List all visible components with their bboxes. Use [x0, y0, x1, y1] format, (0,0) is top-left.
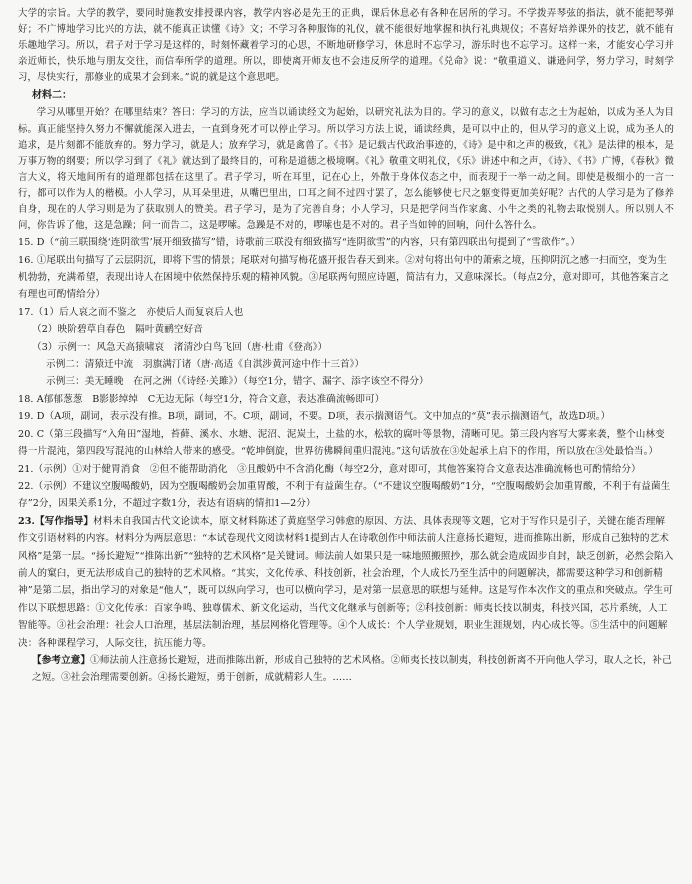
answer-q17-line5: 示例三：美无睡晚 在河之洲（《诗经·关雎》）（每空1分，错字、漏字、添字该空不得分）: [46, 376, 429, 388]
answer-q16: 16. ①尾联出句描写了云层阴沉，即将下雪的情景；尾联对句描写梅花盛开报告春天到来。②对句将出句中的萧索之境，压抑阴沉之感一扫而空，变为生机勃勃，充满希望，表现出诗人在困境中依然保持乐观的精神风貌。③尾联两句照应诗题，简洁有力，又意味深长。（每点2分，意对即可，其他答案言之有理也可酌情给分）: [18, 254, 669, 301]
answer-q17-line2: （2）映阶碧草自春色 隔叶黄鹂空好音: [32, 324, 203, 336]
material2-heading: 材料二：: [32, 90, 72, 102]
answer-q17-line1: 17.（1）后人哀之而不鉴之 亦使后人而复哀后人也: [18, 306, 244, 318]
answer-q24: [18, 652, 674, 687]
answer-q23: [18, 513, 674, 652]
answer-q18: 18. A郁郁葱葱 B影影绰绰 C无边无际（每空1分，符合文意，表达准确流畅即可）: [18, 393, 385, 405]
q23-body: 材料未自我国古代文论读本，原文材料陈述了黄庭坚学习韩愈的原因、方法、具体表现等文题，它对于写作只是引子，关键在能否理解作文引语材料的内容。材料分为两层意思：“本试卷现代文阅读材料1提到古人在诗歌创作中师法前人注意扬长避短，进而推陈出新，形成自己独特的艺术风格”是第一层。“扬长避短”“推陈出新”“独特的艺术风格”是关键词。师法前人如果只是一味地照搬照抄，那么就会造成固步自封，缺乏创新，必然会陷入前人的窠臼，更无法形成自己的独特的艺术风格。“其实，文化传承、科技创新，社会治理，个人成长乃至生活中的问题解决，都需要这种学习和创新精神”是第二层，指出学习的对象是“他人”，既可以纵向学习，也可以横向学习，是对第一层意思的联想与延伸。这是写作本次作文的重点和突破点。学生可作以下联想思路：①文化传承：百家争鸣、独尊儒术、新文化运动，当代文化继承与创新等；②科技创新：师夷长技以制夷，科技兴国，芯片系统，人工智能等。③社会治理：社会人口治理，基层法制治理，基层网格化管理等。④个人成长：个人学业规划，职业生涯规划，内心成长等。⑤生活中的问题解决：各种课程学习，人际交往，抗压能力等。: [18, 515, 674, 649]
material2-text: 学习从哪里开始？在哪里结束？答曰：学习的方法，应当以诵读经文为起始，以研究礼法为目的。学习的意义，以做有志之士为起始，以成为圣人为目标。真正能坚持久努力不懈就能深入进去，一直到身死才可以停止学习。所以学习方法上说，诵读经典，是可以中止的，但从学习的意义上说，成为圣人的追求，是片刻都不能放弃的。努力学习，就是人；放弃学习，就是禽兽了。《书》是记载古代政治事迹的，《诗》是中和之声的极致，《礼》是法律的根本，是万事万物的纲要；所以学习到了《礼》就达到了最终目的，可称是道德之极境啊。《礼》敬重文明礼仪，《乐》讲述中和之声，《诗》、《书》广博，《春秋》微言大义，将天地间所有的道理都包括在这里了。君子学习，听在耳里，记在心上，外散于身体仪态之中，而表现于一举一动之间。即使是极细小的一言一行，都可以作为人的楷模。小人学习，从耳朵里进，从嘴巴里出，口耳之间不过四寸罢了，怎么能够使七尺之躯变得更加美好呢？古代的人学习是为了修养自身，现在的人学习则是为了获取别人的赞美。君子学习，是为了完善自身；小人学习，只是把学问当作家禽、小牛之类的礼物去取悦别人。所以别人不问，你告诉了他，这是急躁；问一而告二，这是啰嗦。急躁是不对的，啰嗦也是不对的。君子当如钟的回响，问什么答什么。: [18, 107, 674, 232]
q24-label: 【参考立意】: [32, 654, 91, 666]
answer-q19: 19. D（A项，副词，表示没有推。B项，副词，不。C项，副词，不要。D项，表示揣测语气。文中加点的“莫”表示揣测语气，故选D项。）: [18, 411, 611, 423]
q23-label: 23.【写作指导】: [18, 515, 94, 527]
passage-intro: 大学的宗旨。大学的教学，要同时施教安排授课内容，教学内容必是先王的正典，课后休息必有各种在居所的学习。不学拨弄琴弦的指法，就不能把琴弹好；不广博地学习比兴的方法，就不能真正读懂《诗》文；不学习各种服饰的礼仪，就不能很好地掌握和执行礼典规仪；不喜好培养课外的技艺，就不能有乐趣地学习。所以，君子对于学习是这样的，时刻怀藏着学习的心思，不断地研修学习，休息时不忘学习，游乐时也不忘学习。这样一来，才能安心学习并亲近师长，快乐地与朋友交往，而信奉所学的道理。所以，即使离开师友也不会违反所学的道理。《兑命》说：“敬重道义、谦逊问学，努力学习，时刻学习，尽快实行，那修业的成果才会到来。”说的就是这个意思吧。: [18, 8, 674, 84]
answer-q17-line3: （3）示例一：风急天高猿啸哀 渚清沙白鸟飞回（唐·杜甫《登高》）: [32, 341, 328, 353]
answer-q22: 22.（示例）不建议空腹喝酸奶，因为空腹喝酸奶会加重胃酸，不利于有益菌生存。（“不建议空腹喝酸奶”1分，“空腹喝酸奶会加重胃酸，不利于有益菌生存”2分，因果关系1分，不超过字数1分，表达有语病的情扣1—2分）: [18, 480, 671, 510]
answer-q15: 15. D（“前三联围绕‘连阴欲雪’展开细致描写”错，诗歌前三联没有细致描写“连阴欲雪”的内容，只有第四联出句提到了“雪欲作”。）: [18, 237, 581, 249]
answer-q20: 20. C（第三段描写“入角田”湿地，苔藓、溪水、水塘、泥沼、泥炭土，土盐的水，松软的腐叶等景物，清晰可见。第三段内容写大雾来袭，整个山林变得一片混沌，第四段写混沌的山林给人带来的感受。“乾坤倒旋，世界彷佛瞬间重归混沌。”这句话放在③处起承上启下的作用，所以放在③处最恰当。）: [18, 428, 665, 458]
answer-q17-line4: 示例二：清猿迁中流 羽旗满汀诸（唐·高适《自淇涉黄河途中作十三首》）: [46, 359, 365, 371]
answer-q21: 21.（示例）①对于健胃消食 ②但不能帮助消化 ③且酸奶中不含消化酶（每空2分，意对即可，其他答案符合文意表达准确流畅也可酌情给分）: [18, 463, 641, 475]
q24-body: ①师法前人注意扬长避短，进而推陈出新，形成自己独特的艺术风格。②师夷长技以制夷，科技创新离不开向他人学习，取人之长，补己之短。③社会治理需要创新。④扬长避短，勇于创新，成就精彩人生。……: [32, 654, 672, 684]
